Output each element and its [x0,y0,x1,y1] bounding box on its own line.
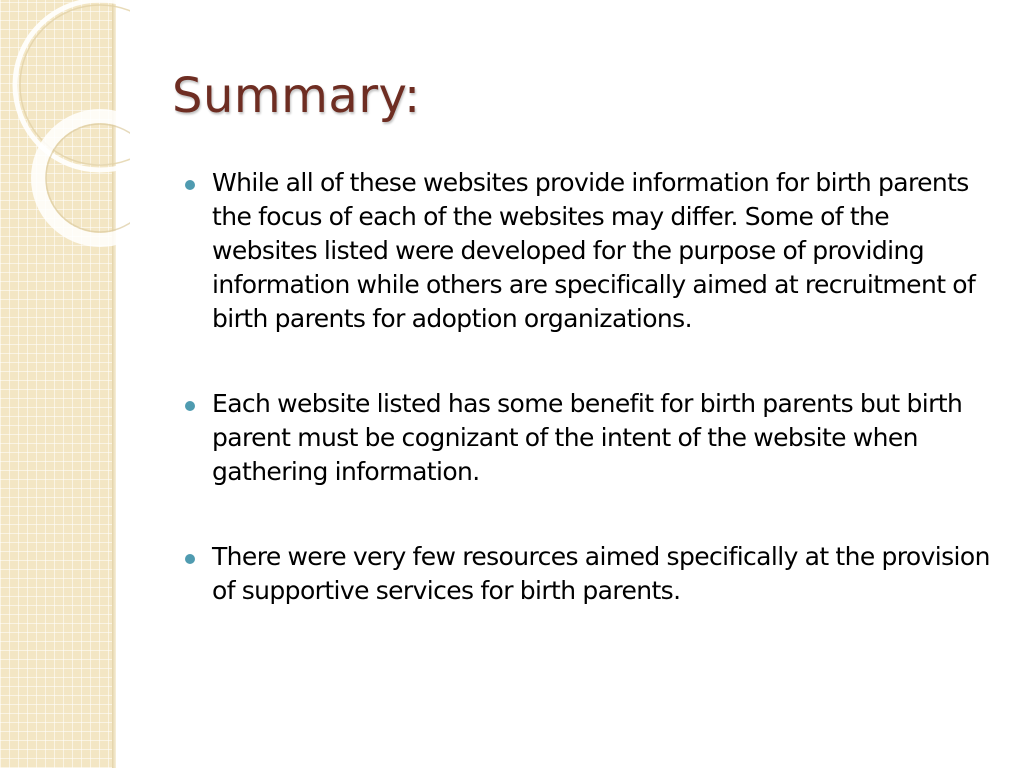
bullet-dot-icon [185,180,195,190]
decorative-rings-icon [0,0,130,260]
bullet-text: While all of these websites provide information for birth parents the focus of each of the websites may differ. Some of the websites listed were developed for the purpose of providing information while others are specifically aimed at recruitment of birth parents for adoption organizations. [212,168,976,333]
bullet-list [185,166,1000,659]
bullet-dot-icon [185,401,195,411]
slide-title: Summary: [172,68,421,124]
bullet-item [185,166,1000,336]
bullet-dot-icon [185,554,195,564]
bullet-text: Each website listed has some benefit for birth parents but birth parent must be cognizant of the intent of the website when gathering information. [212,389,963,486]
bullet-text: There were very few resources aimed specifically at the provision of supportive services for birth parents. [212,542,990,605]
bullet-item [185,540,1000,608]
bullet-item [185,387,1000,489]
